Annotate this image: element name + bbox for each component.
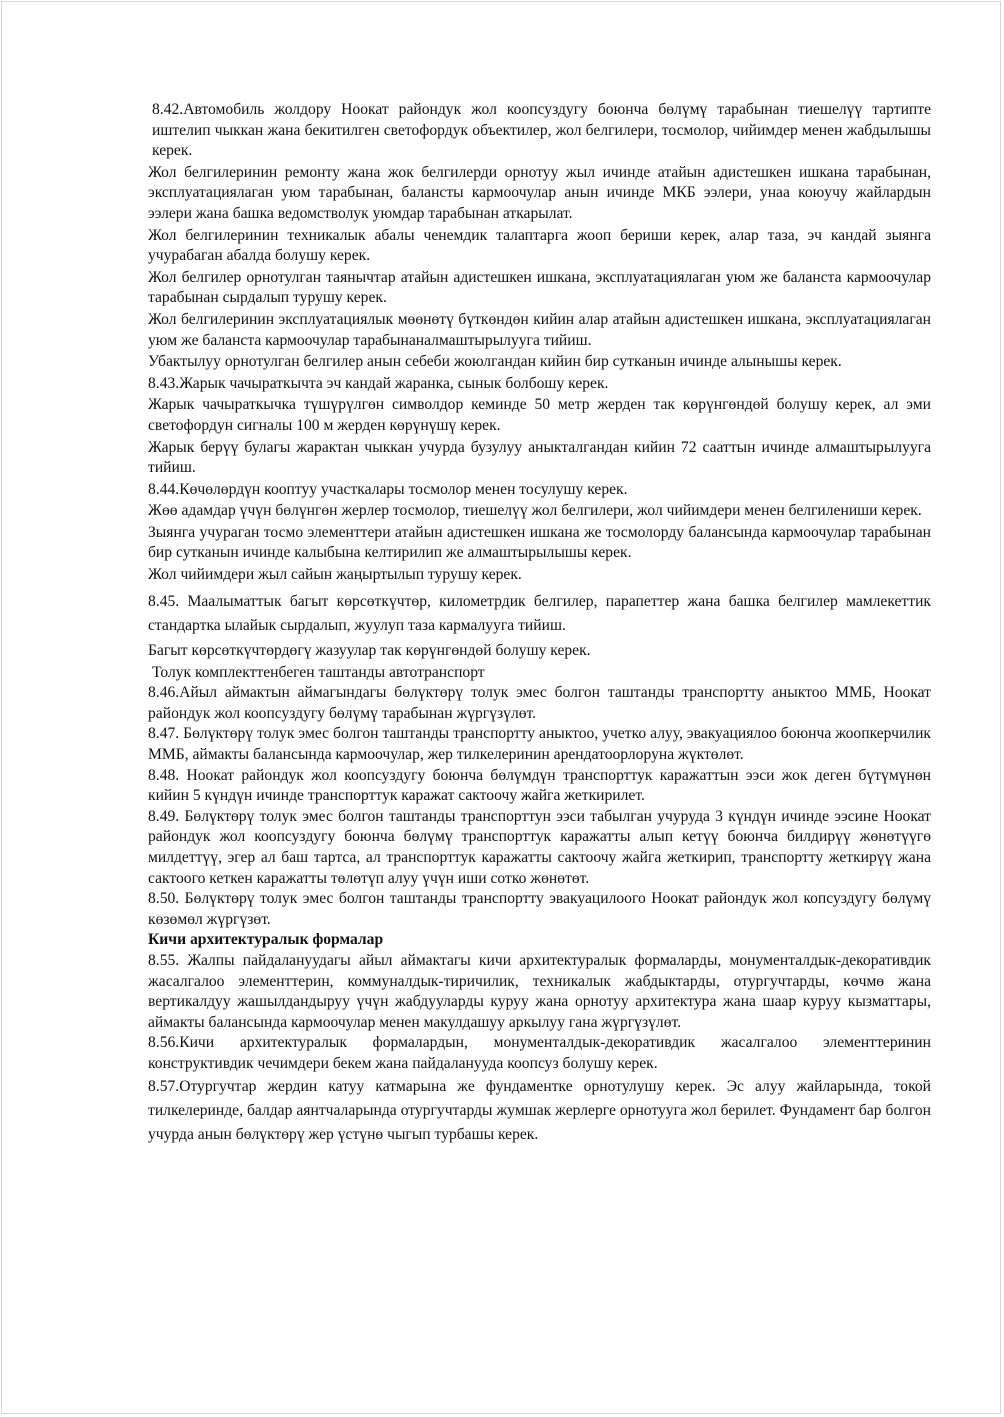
paragraph-8-43: 8.43.Жарык чачыраткычта эч кандай жаранка, сынык болбошу керек. — [148, 374, 609, 392]
section-title-abandoned-transport: Толук комплекттенбеген таштанды автотранспорт — [152, 663, 485, 681]
paragraph-8-56: 8.56.Кичи архитектуралык формалардын, монументалдык-декоративдик жасалгалоо элементтеринин конструктивдик чечимдери бекем жана пайдаланууда коопсуз болушу керек. — [148, 1034, 931, 1072]
paragraph-sign-replacement: Жол белгилеринин эксплуатациялык мөөнөтү бүткөндөн кийин алар атайын адистешкен ишкана, эксплуатациялаган уюм же баланста кармоочулар тарабынаналмаштырылууга тийиш. — [148, 310, 931, 349]
paragraph-8-44: 8.44.Көчөлөрдүн кооптуу участкалары тосмолор менен тосулушу керек. — [148, 480, 628, 498]
document-page — [1, 1, 1001, 1414]
paragraph-8-50: 8.50. Бөлүктөрү толук эмес болгон таштанды транспортту эвакуацилоого Ноокат райондук жол копсуздугу бөлүмү көзөмөл жүргүзөт. — [148, 890, 931, 928]
paragraph-8-45: 8.45. Маалыматтык багыт көрсөткүчтөр, километрдик белгилер, парапеттер жана башка белгилер мамлекеттик стандартка ылайык сырдалып, жуулуп таза кармалууга тийиш. — [148, 592, 931, 634]
section-heading-small-architectural-forms: Кичи архитектуралык формалар — [148, 931, 384, 949]
paragraph-8-57: 8.57.Отургучтар жердин катуу катмарына же фундаментке орнотулушу керек. Эс алуу жайларында, токой тилкелеринде, балдар аянтчаларында отургучтарды жумшак жерлерге орнотууга жол берилет. Фундамент бар болгон учурда анын бөлүктөрү жер үстүнө чыгып турбашы керек. — [148, 1077, 931, 1143]
paragraph-reflector-visibility: Жарык чачыраткычка түшүрүлгөн символдор кеминде 50 метр жерден так көрүнгөндөй болушу керек, ал эми светофордун сигналы 100 м жерден көрүнүшү керек. — [148, 396, 931, 434]
paragraph-road-sign-repair: Жол белгилеринин ремонту жана жок белгилерди орнотуу жыл ичинде атайын адистешкен ишкана тарабынан, эксплуатациялаган уюм тарабынан, балансты кармоочулар анын ичинде МКБ ээлери, унаа коюучу жайлардын ээлери жана башка ведомстволук уюмдар тарабынан аткарылат. — [148, 163, 931, 222]
paragraph-8-46: 8.46.Айыл аймактын аймагындагы бөлүктөрү толук эмес болгон таштанды транспортту аныктоо ММБ, Ноокат райондук жол коопсуздугу бөлүмү тарабынан жүргүзүлөт. — [148, 684, 931, 722]
paragraph-pedestrian-areas: Жөө адамдар үчүн бөлүнгөн жерлер тосмолор, тиешелүү жол белгилери, жол чийимдери менен белгилениши керек. — [148, 502, 922, 520]
paragraph-8-49: 8.49. Бөлүктөрү толук эмес болгон таштанды транспорттун ээси табылган учуруда 3 күндүн ичинде ээсине Ноокат райондук жол коопсуздугу боюнча бөлүмү транспорттук каражатты алып кетүү боюнча билдирүү жөнөтүүгө милдеттүү, эгер ал баш тартса, ал транспорттук каражатты сактоочу жайга жеткирип, транспортту жеткирүү жана сактоого кеткен каражатты төлөтүп алуу үчүн иши сотко жөнөтөт. — [148, 807, 931, 887]
document-body — [148, 100, 931, 1147]
paragraph-direction-signs: Багыт көрсөткүчтөрдөгү жазуулар так көрүнгөндөй болушу керек. — [148, 641, 591, 659]
paragraph-8-47: 8.47. Бөлүктөрү толук эмес болгон таштанды транспортту аныктоо, учетко алуу, эвакуациялоо боюнча жоопкерчилик ММБ, аймакты балансында кармоочулар, жер тилкелеринин арендатоорлоруна жүктөлөт. — [148, 725, 931, 764]
paragraph-light-source: Жарык берүү булагы жарактан чыккан учурда бузулуу аныкталгандан кийин 72 сааттын ичинде алмаштырылууга тийиш. — [148, 438, 931, 477]
paragraph-sign-condition: Жол белгилеринин техникалык абалы ченемдик талаптарга жооп бериши керек, алар таза, эч кандай зыянга учурабаган абалда болушу керек. — [148, 226, 931, 265]
paragraph-8-48: 8.48. Ноокат райондук жол коопсуздугу боюнча бөлүмдүн транспорттук каражаттын ээси жок деген бүтүмүнөн кийин 5 күндүн ичинде транспорттук каражат сактоочу жайга жеткирилет. — [148, 766, 931, 805]
paragraph-road-markings: Жол чийимдери жыл сайын жаңыртылып турушу керек. — [148, 566, 522, 584]
paragraph-temporary-signs: Убактылуу орнотулган белгилер анын себеби жоюлгандан кийин бир сутканын ичинде алынышы керек. — [148, 353, 842, 371]
paragraph-fence-elements: Зыянга учураган тосмо элементтери атайын адистешкен ишкана же тосмолорду балансында кармоочулар тарабынан бир сутканын ичинде калыбына келтирилип же алмаштырылышы керек. — [148, 523, 931, 562]
paragraph-8-55: 8.55. Жалпы пайдалануудагы айыл аймактагы кичи архитектуралык формаларды, монументалдык-декоративдик жасалгалоо элементтерин, коммуналдык-тиричилик, техникалык жабдыктарды, отургучтарды, көчмө жана вертикалдуу жашылдандыруу үчүн жабдууларды куруу жана орнотуу архитектура жана шаар куруу кызматтары, аймакты балансында кармоочулар менен макулдашуу аркылуу гана жүргүзүлөт. — [148, 951, 931, 1031]
paragraph-sign-supports: Жол белгилер орнотулган таянычтар атайын адистешкен ишкана, эксплуатациялаган уюм же баланста кармоочулар тарабынан сырдалып турушу керек. — [148, 268, 931, 307]
paragraph-8-42: 8.42.Автомобиль жолдору Ноокат райондук жол коопсуздугу боюнча бөлүмү тарабынан тиешелүү тартипте иштелип чыккан жана бекитилген светофордук объектилер, жол белгилери, тосмолор, чийимдер менен жабдылышы керек. — [152, 101, 931, 160]
